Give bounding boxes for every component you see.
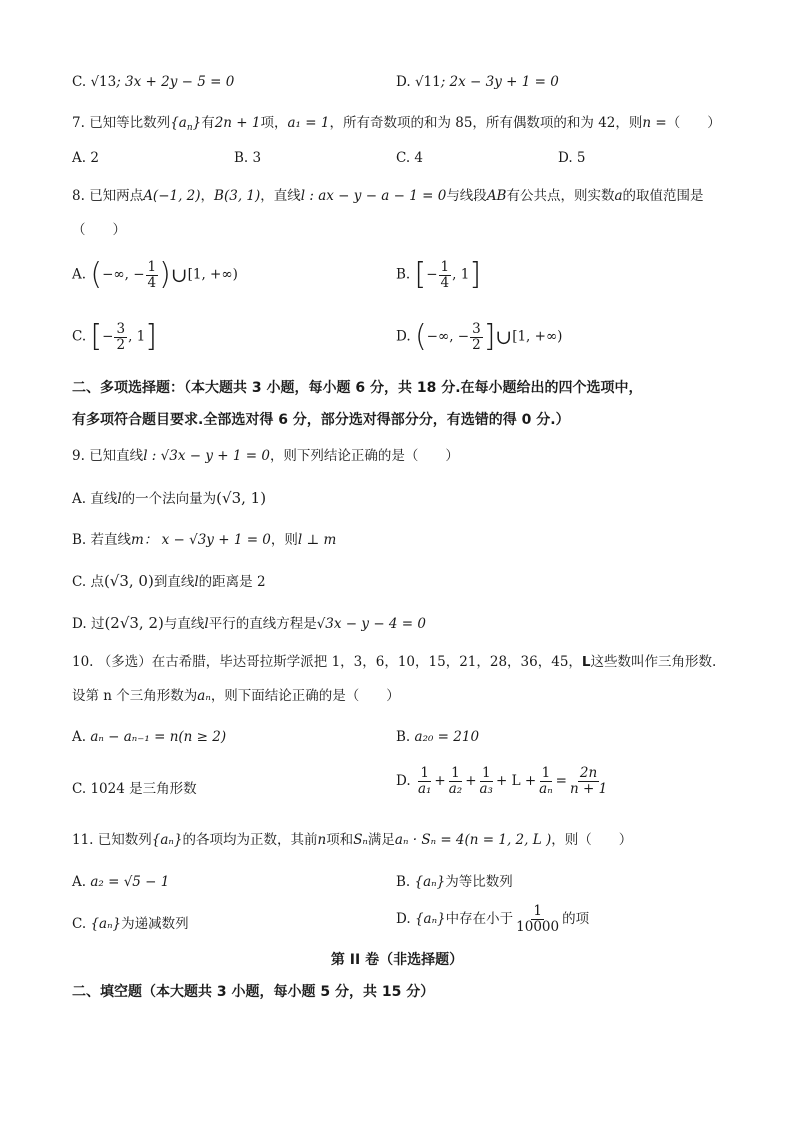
q9-option-b: B. 若直线m： x − √3y + 1 = 0，则l ⊥ m — [72, 532, 337, 548]
q10-option-c: C. 1024 是三角形数 — [72, 781, 197, 797]
q7-stem: 7. 已知等比数列$\{a_n\}$有2n + 1项，a₁ = 1，所有奇数项的和为 85，所有偶数项的和为 42，则n =（ ） — [72, 115, 721, 133]
section-2-heading: 二、多项选择题：（本大题共 3 小题，每小题 6 分，共 18 分.在每小题给出的四个选项中， — [72, 380, 643, 396]
q8-option-b: B. [− $\frac{1}{4}$ , 1] — [396, 257, 482, 292]
q8-stem: 8. 已知两点A(−1, 2)，B(3, 1)，直线l : ax − y − a − 1 = 0与线段AB有公共点，则实数a的取值范围是 — [72, 188, 704, 204]
q11-stem: 11. 已知数列{aₙ}的各项均为正数，其前n项和Sₙ满足aₙ · Sₙ = 4(n = 1, 2, L )，则（ ） — [72, 832, 633, 848]
q8-option-d: D. (−∞, − $\frac{3}{2}$ ]∪[1, +∞) — [396, 319, 563, 354]
q9-stem: 9. 已知直线l : √3x − y + 1 = 0，则下列结论正确的是（ ） — [72, 448, 459, 464]
q7-option-c: C. 4 — [396, 150, 424, 166]
q11-option-d: D. {aₙ}中存在小于 $\frac{1}{10000}$ 的项 — [396, 903, 590, 935]
q7-option-a: A. 2 — [72, 150, 99, 166]
q7-option-d: D. 5 — [558, 150, 586, 166]
q10-option-d: D. $\frac{1}{\text{a₁}}$ + $\frac{1}{\text{a₂}}$ + $\frac{1}{\text{a₃}}$ + L + $\frac{1}{\text{aₙ}}$ = $\frac{2n}{n + 1}$ — [396, 765, 608, 797]
q11-option-a: A. a₂ = √5 − 1 — [72, 874, 170, 890]
q9-option-c: C. 点(√3, 0)到直线l的距离是 2 — [72, 572, 266, 590]
q9-option-a: A. 直线l的一个法向量为(√3, 1) — [72, 489, 267, 507]
q9-option-d: D. 过(2√3, 2)与直线l平行的直线方程是√3x − y − 4 = 0 — [72, 614, 426, 632]
q8-paren: （ ） — [72, 222, 126, 238]
q6-option-d: D. √11; 2x − 3y + 1 = 0 — [396, 74, 559, 90]
section-2-heading-line2: 有多项符合题目要求.全部选对得 6 分，部分选对得部分分，有选错的得 0 分.） — [72, 412, 570, 428]
q8-option-a: A. (−∞, − $\frac{1}{4}$ )∪[1, +∞) — [72, 257, 238, 292]
q7-option-b: B. 3 — [234, 150, 262, 166]
q11-option-b: B. {aₙ}为等比数列 — [396, 874, 513, 890]
q10-stem-line2: 设第 n 个三角形数为aₙ，则下面结论正确的是（ ） — [72, 688, 400, 704]
section-3-heading: 二、填空题（本大题共 3 小题，每小题 5 分，共 15 分） — [72, 984, 435, 1000]
q8-option-c: C. [− $\frac{3}{2}$ , 1] — [72, 319, 157, 354]
q6-option-c: C. √13; 3x + 2y − 5 = 0 — [72, 74, 235, 90]
part-2-title: 第 II 卷（非选择题） — [330, 952, 464, 968]
q10-option-a: A. aₙ − aₙ₋₁ = n(n ≥ 2) — [72, 729, 227, 745]
q11-option-c: C. {aₙ}为递减数列 — [72, 916, 189, 932]
q10-option-b: B. a₂₀ = 210 — [396, 729, 480, 745]
q10-stem-line1: 10. （多选）在古希腊，毕达哥拉斯学派把 1，3，6，10，15，21，28，36，45，L这些数叫作三角形数. — [72, 654, 717, 670]
